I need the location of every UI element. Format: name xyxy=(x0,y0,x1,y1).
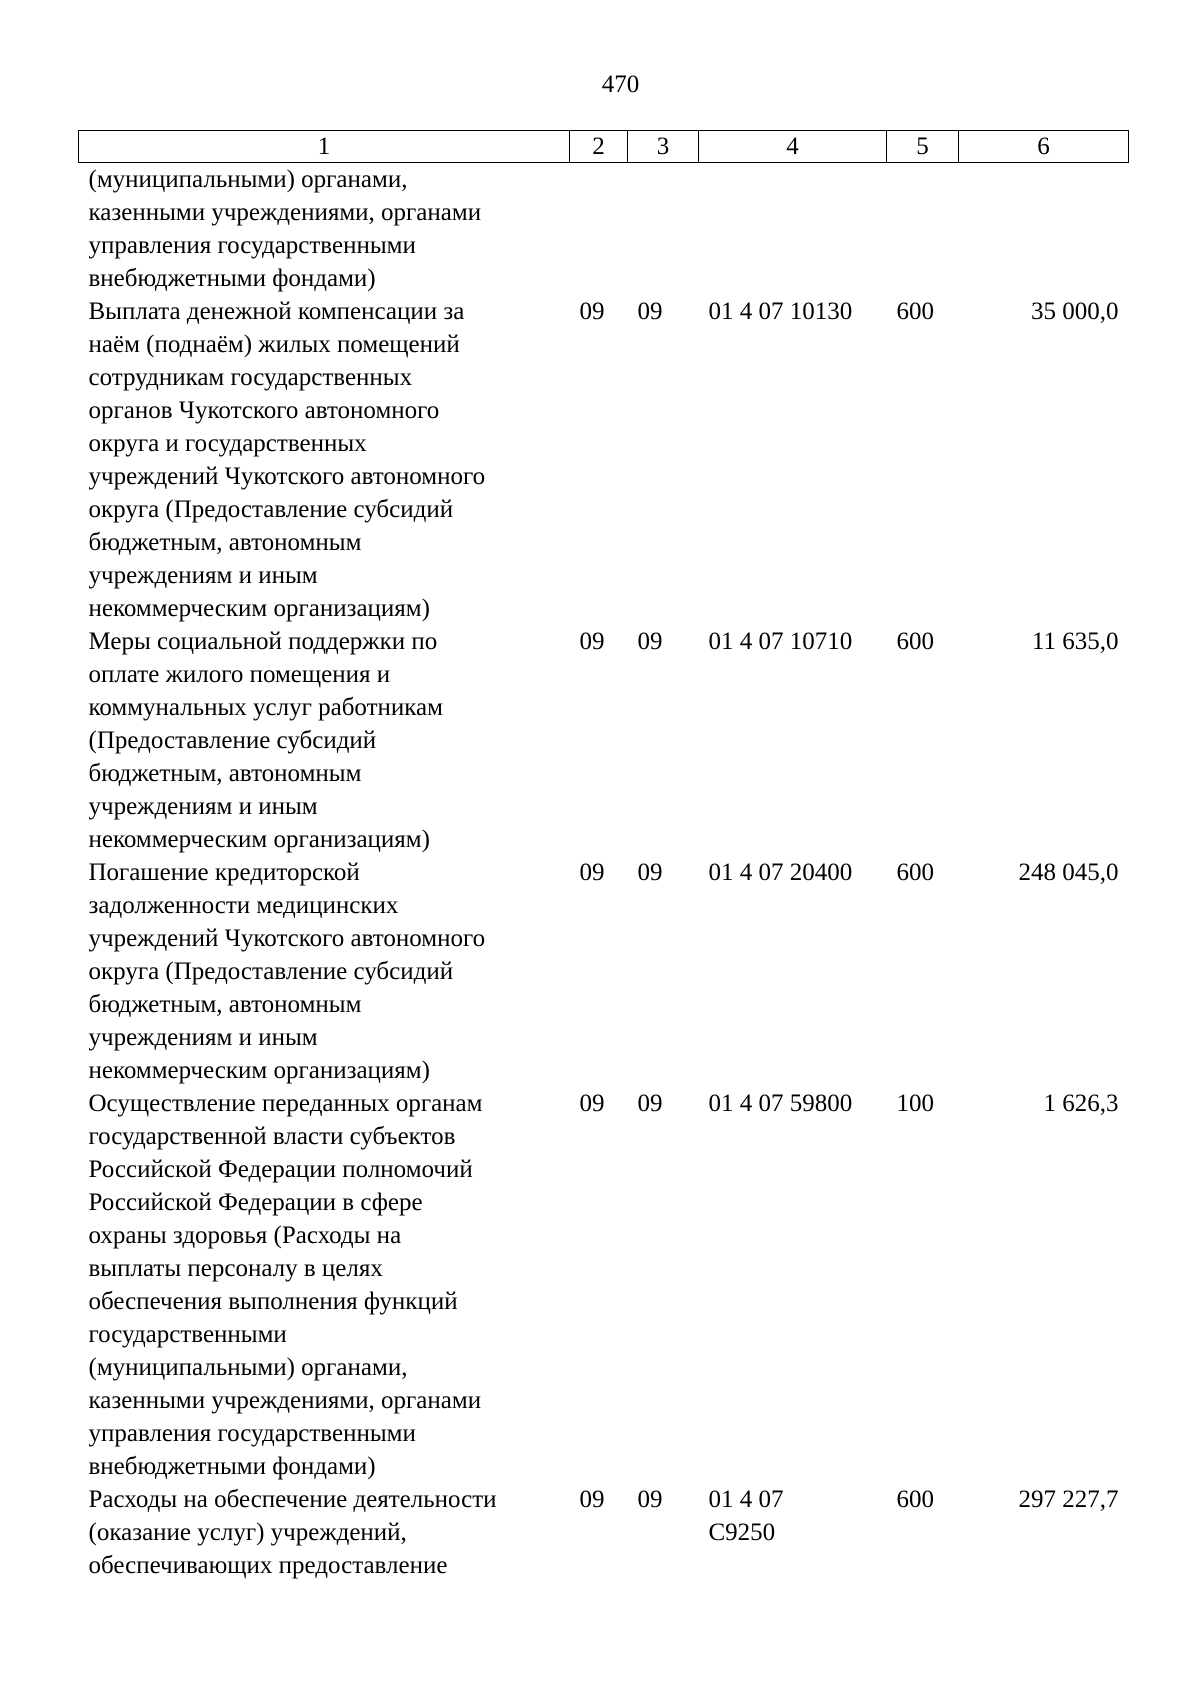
row-subsection: 09 xyxy=(637,1090,663,1117)
row-amount: 1 626,3 xyxy=(1043,1090,1119,1117)
table-row xyxy=(79,295,1129,625)
row-amount: 248 045,0 xyxy=(1018,859,1119,886)
row-subsection xyxy=(628,163,699,296)
row-section xyxy=(570,163,628,296)
row-expense-type xyxy=(887,163,959,296)
table-row xyxy=(79,163,1129,296)
row-expense-type: 600 xyxy=(896,859,934,886)
row-expense-type: 600 xyxy=(896,628,934,655)
row-description: (муниципальными) органами, казенными учреждениями, органами управления государственными внебюджетными фондами) xyxy=(88,166,482,292)
row-target-code: 01 4 07 С9250 xyxy=(708,1486,784,1546)
table-row xyxy=(79,1483,1129,1582)
row-section: 09 xyxy=(579,1090,605,1117)
row-amount: 35 000,0 xyxy=(1031,298,1119,325)
row-section: 09 xyxy=(579,859,605,886)
header-col-1: 1 xyxy=(79,131,570,163)
header-row xyxy=(79,131,1129,163)
row-amount: 297 227,7 xyxy=(1018,1486,1119,1513)
row-description: Погашение кредиторской задолженности медицинских учреждений Чукотского автономного округа (Предоставление субсидий бюджетным, автономным учреждениям и иным некоммерческим организациям) xyxy=(88,859,486,1084)
header-col-2: 2 xyxy=(570,131,628,163)
row-section: 09 xyxy=(579,1486,605,1513)
row-subsection: 09 xyxy=(637,628,663,655)
row-amount: 11 635,0 xyxy=(1031,628,1119,655)
table-row xyxy=(79,856,1129,1087)
row-subsection: 09 xyxy=(637,1486,663,1513)
table-body xyxy=(79,163,1129,1583)
row-description: Выплата денежной компенсации за наём (поднаём) жилых помещений сотрудникам государственных органов Чукотского автономного округа и государственных учреждений Чукотского автономного округа (Предоставление субсидий бюджетным, автономным учреждениям и иным некоммерческим организациям) xyxy=(88,298,486,622)
row-target-code: 01 4 07 10710 xyxy=(708,628,853,655)
row-subsection: 09 xyxy=(637,859,663,886)
header-col-3: 3 xyxy=(628,131,699,163)
table-header xyxy=(79,131,1129,163)
row-target-code: 01 4 07 59800 xyxy=(708,1090,853,1117)
header-col-6: 6 xyxy=(959,131,1129,163)
row-expense-type: 100 xyxy=(896,1090,934,1117)
row-section: 09 xyxy=(579,298,605,325)
table-row xyxy=(79,1087,1129,1483)
table-row xyxy=(79,625,1129,856)
row-description: Меры социальной поддержки по оплате жилого помещения и коммунальных услуг работникам (Предоставление субсидий бюджетным, автономным учреждениям и иным некоммерческим организациям) xyxy=(88,628,443,853)
row-expense-type: 600 xyxy=(896,1486,934,1513)
row-target-code: 01 4 07 20400 xyxy=(708,859,853,886)
row-target-code: 01 4 07 10130 xyxy=(708,298,853,325)
budget-table xyxy=(78,130,1129,1582)
row-description: Расходы на обеспечение деятельности (оказание услуг) учреждений, обеспечивающих предоставление xyxy=(88,1486,497,1579)
row-target-code xyxy=(699,163,887,296)
page-number: 470 xyxy=(601,71,640,98)
row-amount xyxy=(959,163,1129,296)
header-col-4: 4 xyxy=(699,131,887,163)
row-description: Осуществление переданных органам государственной власти субъектов Российской Федерации полномочий Российской Федерации в сфере охраны здоровья (Расходы на выплаты персоналу в целях обеспечения выполнения функций государственными (муниципальными) органами, казенными учреждениями, органами управления государственными внебюджетными фондами) xyxy=(88,1090,483,1480)
row-section: 09 xyxy=(579,628,605,655)
row-subsection: 09 xyxy=(637,298,663,325)
row-expense-type: 600 xyxy=(896,298,934,325)
header-col-5: 5 xyxy=(887,131,959,163)
